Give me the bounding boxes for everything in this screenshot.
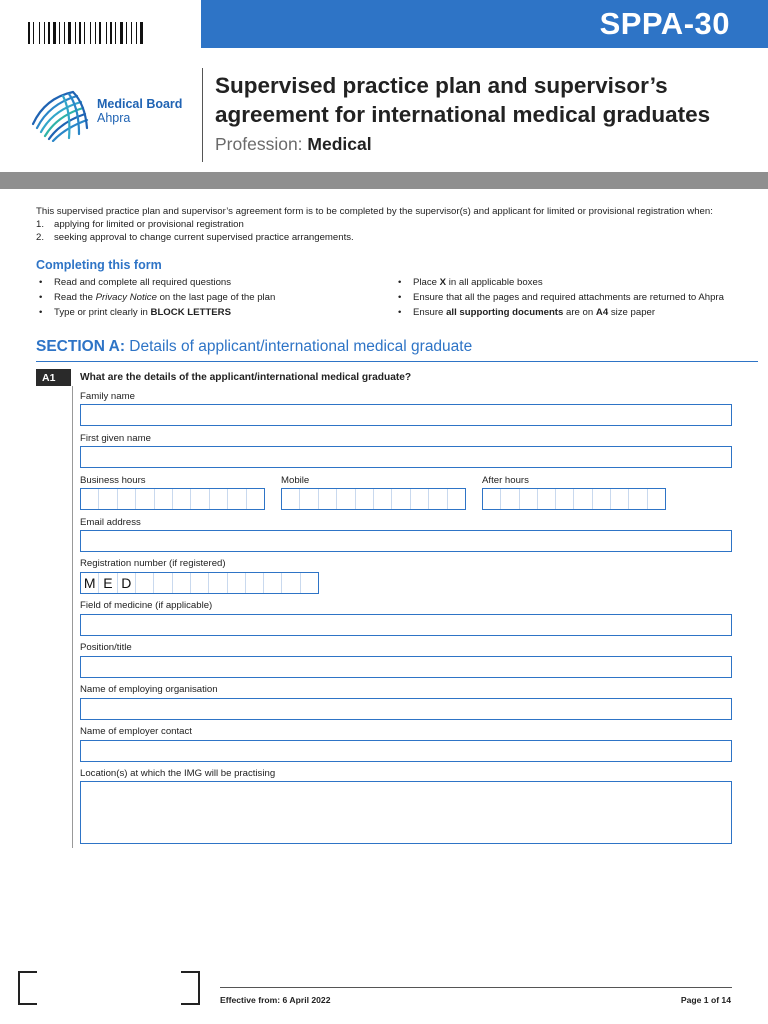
barcode xyxy=(28,22,162,44)
position-title-label: Position/title xyxy=(80,642,132,653)
instruction-item: • Read the Privacy Notice on the last page of the plan xyxy=(36,291,376,306)
registration-number-field[interactable] xyxy=(80,572,319,594)
position-title-field[interactable] xyxy=(80,656,732,678)
intro-item xyxy=(36,231,748,244)
after-hours-label: After hours xyxy=(482,475,529,486)
business-hours-label: Business hours xyxy=(80,475,146,486)
instruction-item: • Ensure that all the pages and required attachments are returned to Ahpra xyxy=(395,291,755,306)
field-of-medicine-label: Field of medicine (if applicable) xyxy=(80,600,213,611)
completing-form-heading: Completing this form xyxy=(36,258,162,272)
intro-item-number: 1. xyxy=(36,219,45,230)
instruction-item: • Ensure all supporting documents are on A4 size paper xyxy=(395,306,755,321)
employing-organisation-field[interactable] xyxy=(80,698,732,720)
title-line1: Supervised practice plan and supervisor’s xyxy=(215,73,668,98)
locations-field[interactable] xyxy=(80,781,732,844)
section-rule xyxy=(36,361,758,362)
employing-organisation-label: Name of employing organisation xyxy=(80,684,218,695)
after-hours-field[interactable] xyxy=(482,488,666,510)
field-of-medicine-field[interactable] xyxy=(80,614,732,636)
registration-prefix-char: E xyxy=(99,573,117,593)
document-title xyxy=(215,71,755,129)
email-label: Email address xyxy=(80,517,141,528)
registration-number-label: Registration number (if registered) xyxy=(80,558,226,569)
instructions-left xyxy=(36,276,376,320)
instruction-item: • Place X in all applicable boxes xyxy=(395,276,755,291)
intro-text: This supervised practice plan and supervisor’s agreement form is to be completed by the supervisor(s) and applicant for limited or provisional registration when: xyxy=(36,206,713,217)
family-name-field[interactable] xyxy=(80,404,732,426)
intro-item-number: 2. xyxy=(36,232,45,243)
profession-value: Medical xyxy=(307,134,372,154)
profession xyxy=(215,134,372,155)
family-name-label: Family name xyxy=(80,391,135,402)
question-rule xyxy=(72,386,73,848)
instruction-item: • Type or print clearly in BLOCK LETTERS xyxy=(36,306,376,321)
page-number: Page 1 of 14 xyxy=(680,995,731,1005)
intro-item xyxy=(36,218,748,231)
intro-item-text: applying for limited or provisional registration xyxy=(54,219,244,230)
registration-prefix-char: D xyxy=(118,573,136,593)
logo-line2: Ahpra xyxy=(97,111,131,125)
form-code: SPPA-30 xyxy=(599,6,730,41)
logo-text xyxy=(97,97,182,125)
effective-date: Effective from: 6 April 2022 xyxy=(220,995,331,1005)
question-badge: A1 xyxy=(36,369,71,386)
scan-marker-right xyxy=(181,971,200,1005)
footer-rule xyxy=(220,987,732,988)
question-text: What are the details of the applicant/international medical graduate? xyxy=(80,372,412,383)
mobile-label: Mobile xyxy=(281,475,310,486)
business-hours-field[interactable] xyxy=(80,488,265,510)
scan-marker-left xyxy=(18,971,37,1005)
profession-label: Profession: xyxy=(215,134,303,154)
first-given-name-field[interactable] xyxy=(80,446,732,468)
form-code-banner xyxy=(201,0,768,48)
locations-label: Location(s) at which the IMG will be practising xyxy=(80,768,276,779)
email-field[interactable] xyxy=(80,530,732,552)
instructions-right xyxy=(395,276,755,320)
header-divider xyxy=(202,68,203,162)
employer-contact-field[interactable] xyxy=(80,740,732,762)
title-line2: agreement for international medical graduates xyxy=(215,102,711,127)
logo-line1: Medical Board xyxy=(97,97,183,111)
first-given-name-label: First given name xyxy=(80,433,151,444)
intro xyxy=(36,205,748,244)
employer-contact-label: Name of employer contact xyxy=(80,726,192,737)
mobile-field[interactable] xyxy=(281,488,466,510)
instruction-item: • Read and complete all required questions xyxy=(36,276,376,291)
header-band xyxy=(0,172,768,189)
section-a-heading: SECTION A: Details of applicant/international medical graduate xyxy=(36,338,473,355)
registration-prefix-char: M xyxy=(81,573,99,593)
intro-item-text: seeking approval to change current supervised practice arrangements. xyxy=(54,232,354,243)
